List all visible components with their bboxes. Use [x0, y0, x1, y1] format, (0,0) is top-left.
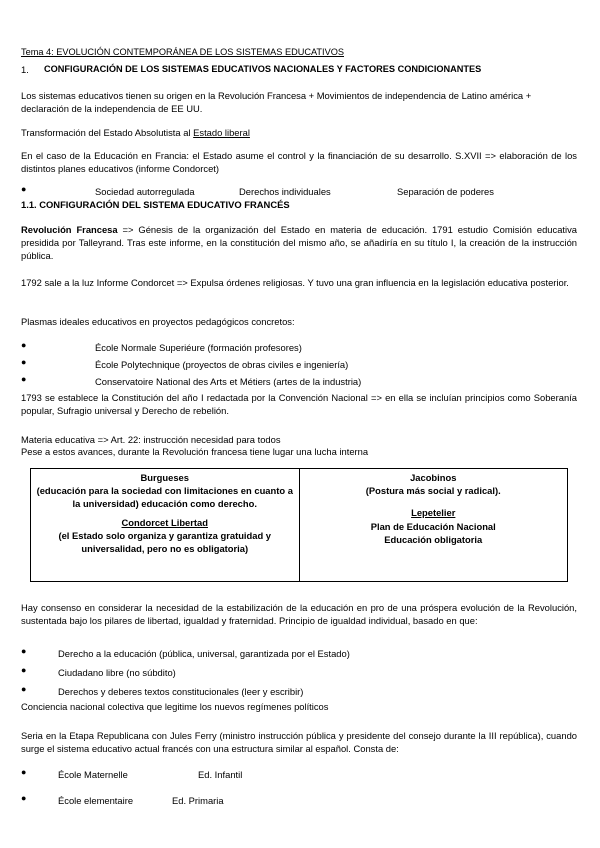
estado-liberal-term: Estado liberal: [193, 127, 250, 138]
revolucion-paragraph: [21, 223, 577, 262]
burgueses-cell: [31, 469, 300, 582]
principle-item: Separación de poderes: [397, 186, 494, 197]
condorcet-paragraph: 1792 sale a la luz Informe Condorcet => Expulsa órdenes religiosas. Y tuvo una gran influencia en la legislación educativa posterior.: [21, 277, 569, 288]
bullet-icon: ●: [21, 793, 27, 803]
lepetelier-subtitle: Lepetelier: [411, 507, 456, 519]
constitution-1793-paragraph: 1793 se establece la Constitución del año I redactada por la Convención Nacional => en ella se incluían principios como Soberanía popular, Sufragio universal y Derecho de rebelión.: [21, 392, 577, 416]
transformation-text: Transformación del Estado Absolutista al: [21, 127, 194, 138]
burgueses-text: (educación para la sociedad con limitaciones en cuanto a la universidad) educación como derecho.: [36, 485, 293, 510]
school-item: Conservatoire National des Arts et Métiers (artes de la industria): [95, 376, 362, 387]
level-item-equivalent: Ed. Infantil: [198, 769, 243, 780]
obligatoria-line: Educación obligatoria: [384, 533, 483, 545]
pese-line: Pese a estos avances, durante la Revolución francesa tiene lugar una lucha interna: [21, 446, 369, 457]
principle-list-item: Ciudadano libre (no súbdito): [58, 667, 176, 678]
jacobinos-cell: [299, 469, 568, 582]
intro-paragraph: Los sistemas educativos tienen su origen en la Revolución Francesa + Movimientos de independencia de Latino américa + declaración de la independencia de EE UU.: [21, 90, 532, 114]
bullet-icon: ●: [21, 665, 27, 675]
transformation-line: [21, 126, 250, 139]
bullet-icon: ●: [21, 767, 27, 777]
bullet-icon: ●: [21, 684, 27, 694]
principle-item: Sociedad autorregulada: [95, 186, 195, 197]
revolucion-term: Revolución Francesa: [21, 224, 118, 235]
level-item-equivalent: Ed. Primaria: [172, 795, 224, 806]
principle-list-item: Derecho a la educación (pública, universal, garantizada por el Estado): [58, 648, 350, 659]
bullet-icon: ●: [21, 340, 27, 350]
plasmas-paragraph: Plasmas ideales educativos en proyectos pedagógicos concretos:: [21, 316, 295, 327]
school-item: École Normale Superiéure (formación profesores): [95, 342, 302, 353]
comparison-table: [30, 468, 568, 582]
condorcet-subtitle: Condorcet Libertad: [121, 516, 208, 528]
consenso-paragraph: Hay consenso en considerar la necesidad de la estabilización de la educación en pro de una próspera evolución de la Revolución, sustentada bajo los pilares de libertad, igualdad y fraternidad. Principio de igualdad individual, basado en que:: [21, 602, 577, 626]
jacobinos-title: Jacobinos: [410, 472, 457, 483]
revolucion-text: => Génesis de la organización del Estado en materia de educación. 1791 estudio Comisión educativa presidida por Talleyrand. Tras este informe, en la constitución del mismo año, se añadiría en su título I, la creación de la instrucción pública.: [21, 224, 578, 261]
materia-line: Materia educativa => Art. 22: instrucción necesidad para todos: [21, 434, 281, 445]
condorcet-text: (el Estado solo organiza y garantiza gratuidad y universalidad, pero no es obligatoria): [58, 529, 272, 555]
bullet-icon: ●: [21, 357, 27, 367]
section-number: 1.: [21, 64, 29, 75]
principle-list-item: Derechos y deberes textos constitucionales (leer y escribir): [58, 686, 304, 697]
plan-line: Plan de Educación Nacional: [370, 520, 496, 532]
principle-item: Derechos individuales: [239, 186, 331, 197]
subsection-title: 1.1. CONFIGURACIÓN DEL SISTEMA EDUCATIVO FRANCÉS: [21, 199, 290, 210]
bullet-icon: ●: [21, 646, 27, 656]
section-title: CONFIGURACIÓN DE LOS SISTEMAS EDUCATIVOS NACIONALES Y FACTORES CONDICIONANTES: [44, 64, 482, 74]
jacobinos-text: (Postura más social y radical).: [365, 485, 501, 497]
bullet-icon: ●: [21, 374, 27, 384]
document-title: Tema 4: EVOLUCIÓN CONTEMPORÁNEA DE LOS SISTEMAS EDUCATIVOS: [21, 47, 344, 57]
conciencia-line: Conciencia nacional colectiva que legitime los nuevos regímenes políticos: [21, 701, 329, 712]
education-france-paragraph: En el caso de la Educación en Francia: el Estado asume el control y la financiación de su desarrollo. S.XVII => elaboración de los distintos planes educativos (informe Condorcet): [21, 150, 577, 174]
level-item-name: École Maternelle: [58, 769, 128, 780]
ferry-paragraph: Seria en la Etapa Republicana con Jules Ferry (ministro instrucción pública y presidente del consejo durante la III república), cuando surge el sistema educativo actual francés con una estructura similar al español. Consta de:: [21, 730, 577, 754]
school-item: École Polytechnique (proyectos de obras civiles e ingeniería): [95, 359, 349, 370]
bullet-icon: ●: [21, 184, 27, 194]
burgueses-title: Burgueses: [140, 472, 189, 483]
level-item-name: École elementaire: [58, 795, 134, 806]
